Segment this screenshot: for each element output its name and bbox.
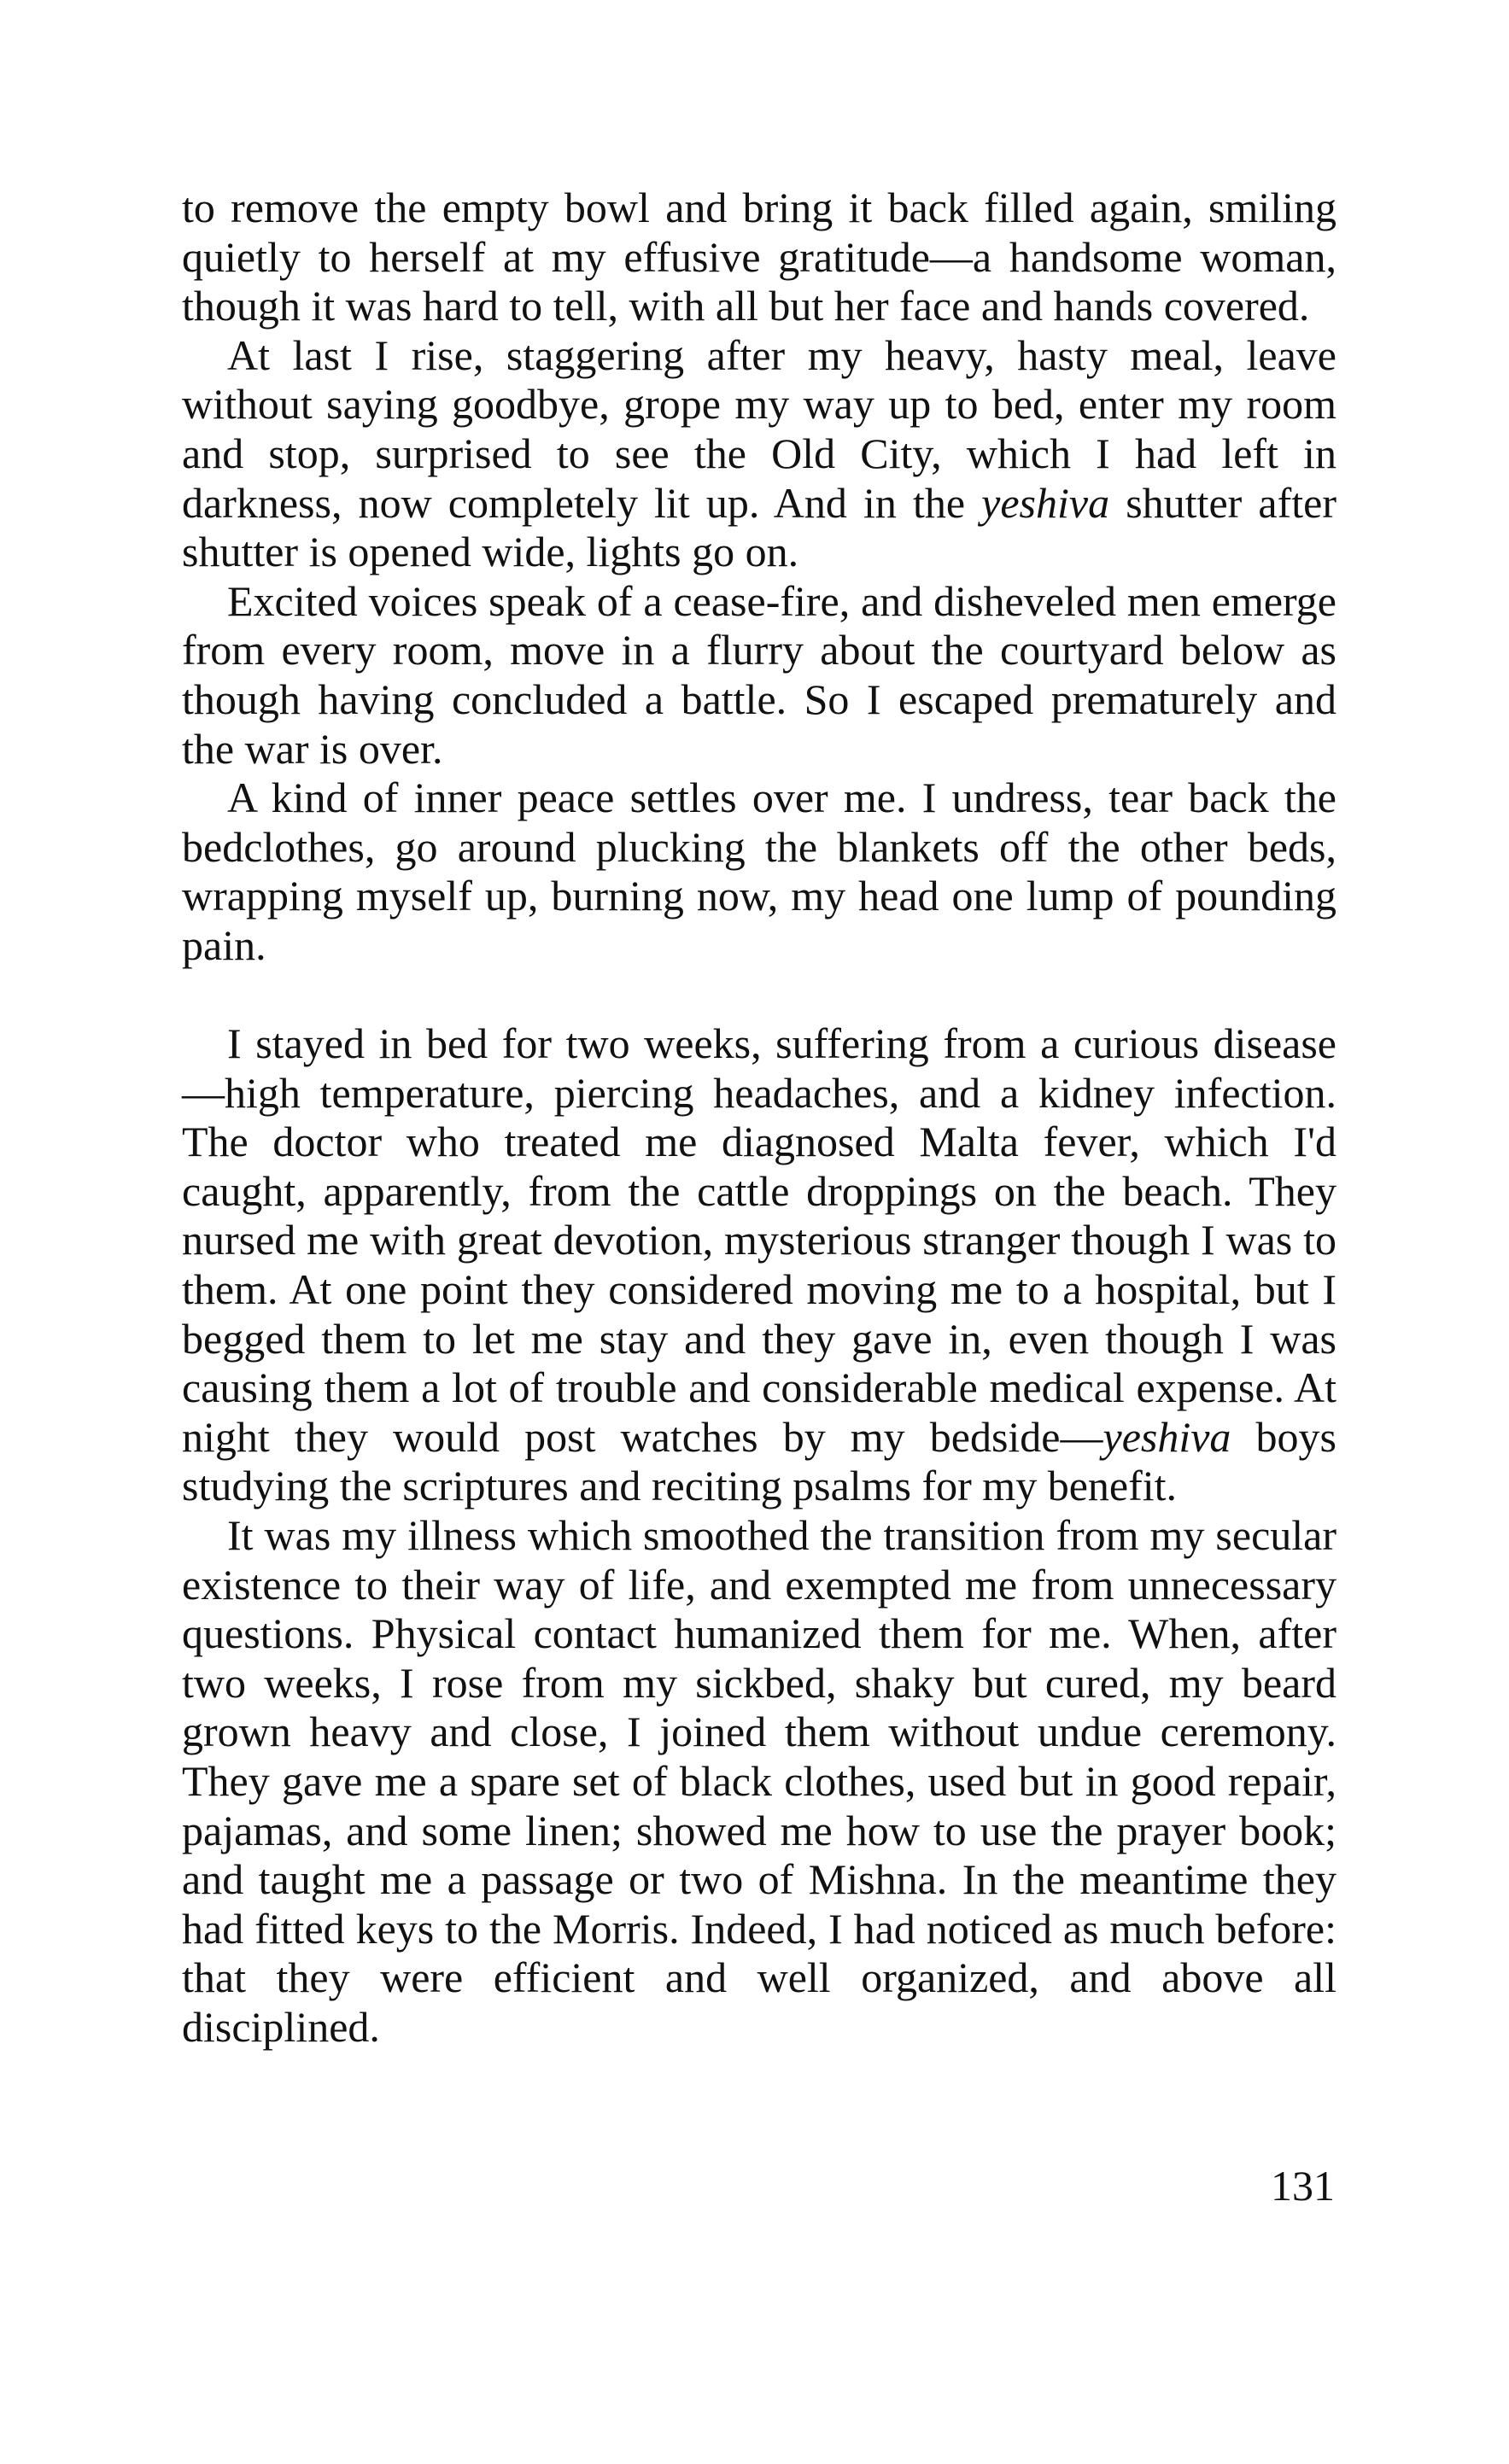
page-number: 131 xyxy=(1271,2162,1335,2210)
text-run: Excited voices speak of a cease-fire, and disheveled men emerge from every room, move in a flurry about the courtyard below as though having concluded a battle. So I escaped prematurely and the war is over. xyxy=(182,576,1336,773)
text-run: A kind of inner peace settles over me. I undress, tear back the bedclothes, go around plucking the blankets off the other beds, wrapping myself up, burning now, my head one lump of pounding pain. xyxy=(182,774,1336,969)
section-break xyxy=(182,971,1336,1020)
paragraph-6 xyxy=(182,1511,1336,2052)
italic-term: yeshiva xyxy=(1103,1412,1231,1461)
text-run: It was my illness which smoothed the transition from my secular existence to their way of life, and exempted me from unnecessary questions. Physical contact humanized them for me. When, after two weeks, I rose from my sickbed, shaky but cured, my beard grown heavy and close, I joined them without undue ceremony. They gave me a spare set of black clothes, used but in good repair, pajamas, and some linen; showed me how to use the prayer book; and taught me a passage or two of Mishna. In the meantime they had fitted keys to the Morris. Indeed, I had noticed as much before: that they were efficient and well organized, and above all disciplined. xyxy=(182,1511,1336,2051)
text-run: I stayed in bed for two weeks, suffering from a curious disease—high temperature, piercing headaches, and a kidney infection. The doctor who treated me diagnosed Malta fever, which I'd caught, apparently, from the cattle droppings on the beach. They nursed me with great devotion, mysterious stranger though I was to them. At one point they considered moving me to a hospital, but I begged them to let me stay and they gave in, even though I was causing them a lot of trouble and considerable medical expense. At night they would post watches by my bedside— xyxy=(182,1019,1336,1461)
text-run: boys studying the scriptures and reciting psalms for my benefit. xyxy=(182,1412,1336,1510)
paragraph-5 xyxy=(182,1019,1336,1511)
italic-term: yeshiva xyxy=(981,478,1110,527)
body-text xyxy=(182,184,1336,2052)
text-run: shutter after shutter is opened wide, lights go on. xyxy=(182,478,1336,576)
text-run: At last I rise, staggering after my heavy, hasty meal, leave without saying goodbye, grope my way up to bed, enter my room and stop, surprised to see the Old City, which I had left in darkness, now completely lit up. And in the xyxy=(182,330,1336,527)
paragraph-4 xyxy=(182,774,1336,970)
paragraph-2 xyxy=(182,331,1336,577)
text-run: to remove the empty bowl and bring it back filled again, smiling quietly to herself at my effusive gratitude—a handsome woman, though it was hard to tell, with all but her face and hands covered. xyxy=(182,184,1336,330)
paragraph-1 xyxy=(182,184,1336,331)
paragraph-3 xyxy=(182,577,1336,774)
